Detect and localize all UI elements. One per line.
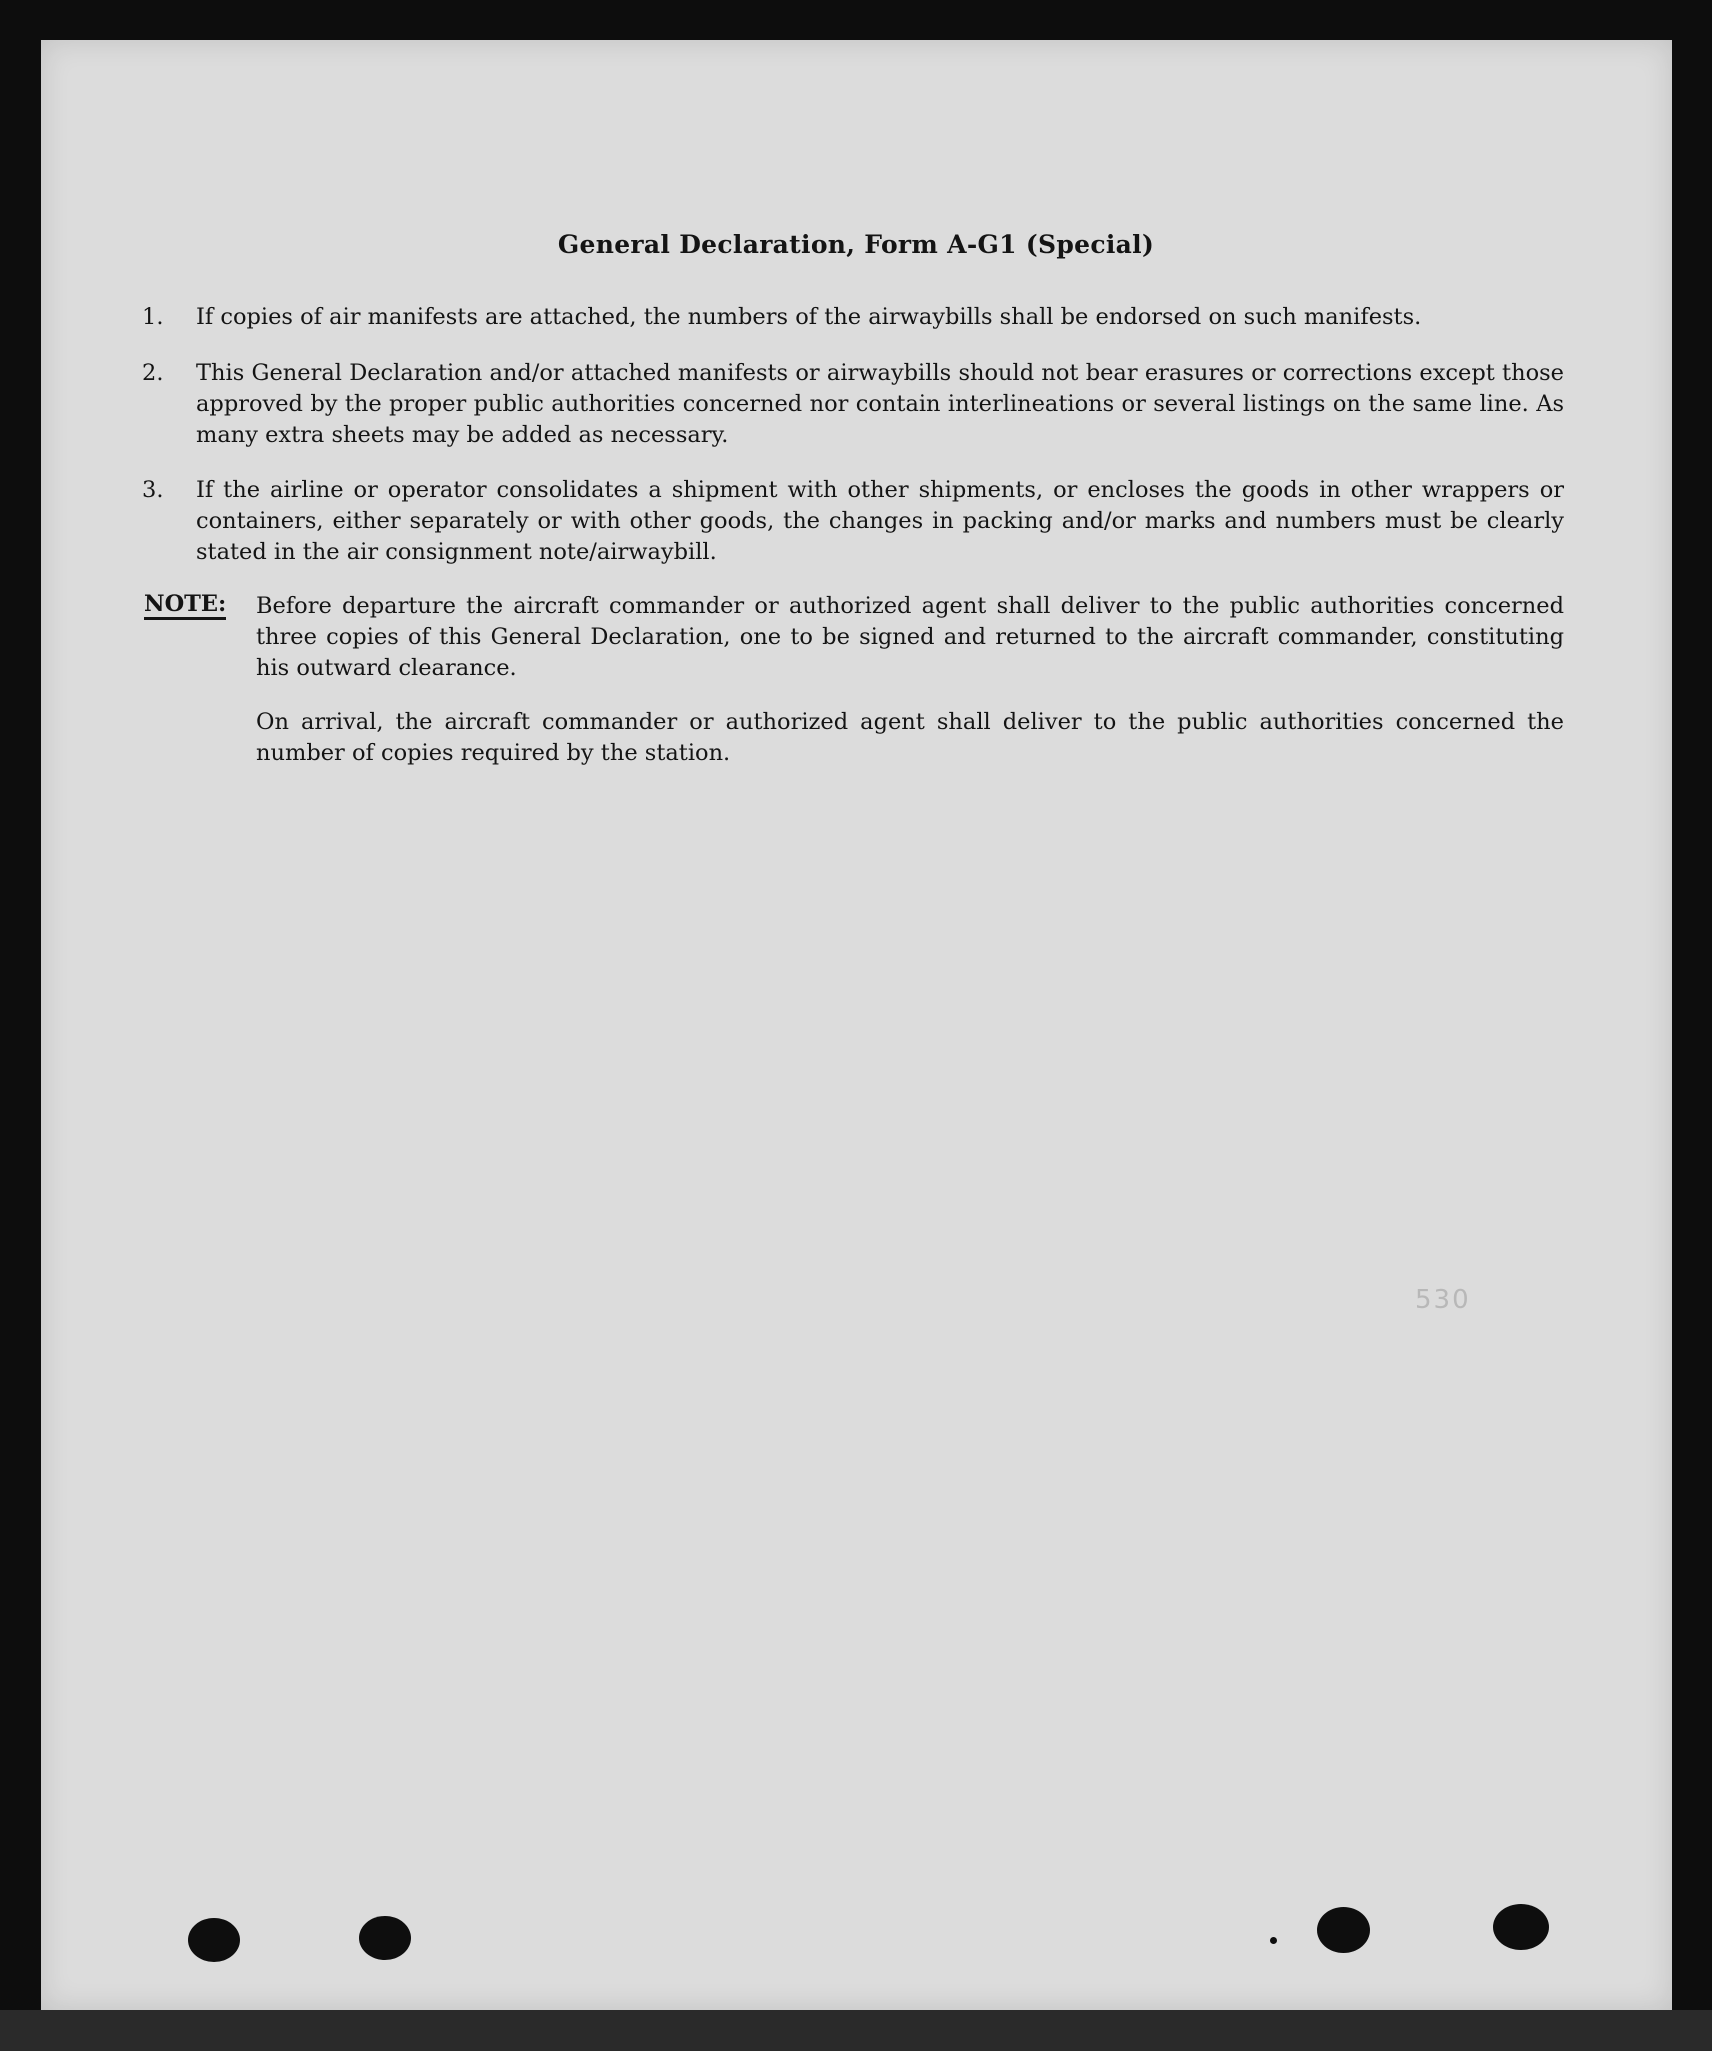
document-sheet <box>41 40 1672 2010</box>
list-item-number: 1. <box>142 304 164 330</box>
scan-bottom-edge <box>0 2010 1712 2051</box>
punch-hole <box>1317 1907 1370 1953</box>
list-item-text: If copies of air manifests are attached, the numbers of the airwaybills shall be endorsed on such manifests. <box>196 304 1422 330</box>
note-paragraph-departure: Before departure the aircraft commander or authorized agent shall deliver to the public authorities concerned three copies of this General Declaration, one to be signed and returned to the aircraft commander, constituting his outward clearance. <box>256 593 1564 681</box>
punch-hole <box>188 1918 240 1962</box>
note-label: NOTE: <box>144 591 226 620</box>
faint-stamp: 530 <box>1415 1285 1471 1315</box>
list-item <box>142 302 1564 333</box>
ink-dot <box>1270 1937 1277 1944</box>
page-title: General Declaration, Form A-G1 (Special) <box>557 230 1155 259</box>
note-section <box>142 591 1564 684</box>
note-paragraph-arrival: On arrival, the aircraft commander or authorized agent shall deliver to the public authorities concerned the number of copies required by the station. <box>256 709 1564 766</box>
list-item-number: 3. <box>142 477 164 503</box>
punch-hole <box>359 1916 411 1960</box>
list-item-text: This General Declaration and/or attached manifests or airwaybills should not bear erasures or corrections except those approved by the proper public authorities concerned nor contain interlineations or several listings on the same line. As many extra sheets may be added as necessary. <box>196 360 1564 448</box>
list-item <box>142 358 1564 451</box>
list-item-number: 2. <box>142 360 164 386</box>
list-item <box>142 475 1564 568</box>
punch-hole <box>1493 1904 1549 1950</box>
list-item-text: If the airline or operator consolidates a shipment with other shipments, or encloses the goods in other wrappers or containers, either separately or with other goods, the changes in packing and/or marks and numbers must be clearly stated in the air consignment note/airwaybill. <box>196 477 1564 565</box>
